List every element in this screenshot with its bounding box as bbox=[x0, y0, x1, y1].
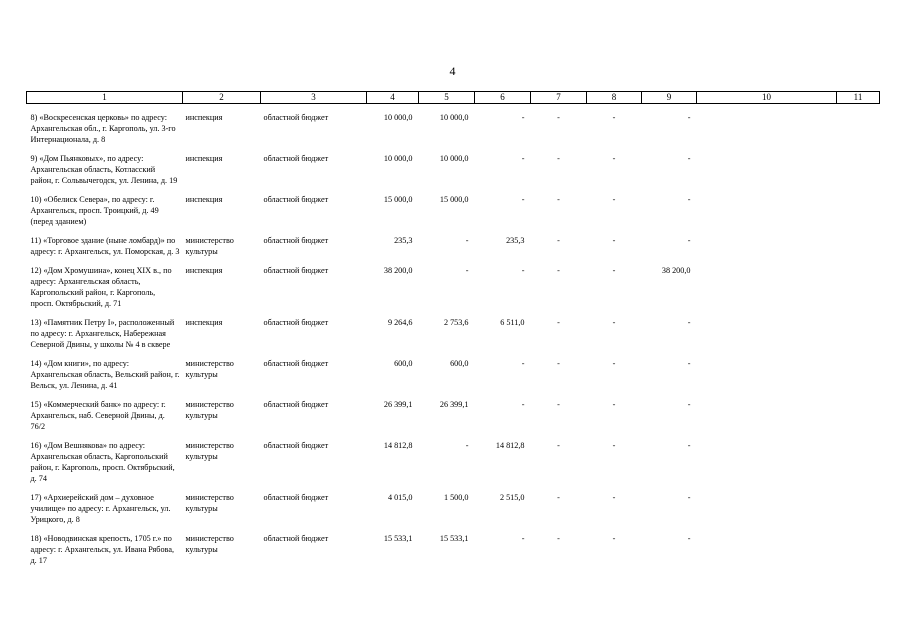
table-cell-c11 bbox=[837, 525, 880, 566]
table-cell-c10 bbox=[697, 227, 837, 257]
table-cell-c7: - bbox=[557, 113, 560, 122]
table-cell-c2: инспекция bbox=[185, 318, 223, 327]
table-cell-c1: 9) «Дом Пьянковых», по адресу: Архангельская область, Котласский район, г. Сольвычегодск, ул. Ленина, д. 19 bbox=[30, 154, 178, 185]
table-cell-c8: - bbox=[612, 236, 616, 245]
table-cell-c1: 10) «Обелиск Севера», по адресу: г. Архангельск, просп. Троицкий, д. 49 (перед зданием) bbox=[30, 195, 159, 226]
table-cell-c10 bbox=[697, 350, 837, 391]
table-cell-c8: - bbox=[612, 534, 616, 543]
table-cell-c5: - bbox=[465, 236, 469, 245]
table-cell-c1: 12) «Дом Хромушина», конец XIX в., по адресу: Архангельская область, Каргопольский район, г. Каргополь, просп. Октябрьский, д. 71 bbox=[30, 266, 172, 308]
table-cell-c6: - bbox=[521, 534, 525, 543]
table-cell-c11 bbox=[837, 391, 880, 432]
table-cell-c11 bbox=[837, 145, 880, 186]
table-row bbox=[27, 309, 880, 350]
table-cell-c10 bbox=[697, 432, 837, 484]
table-cell-c5: 10 000,0 bbox=[439, 113, 469, 122]
table-cell-c11 bbox=[837, 104, 880, 146]
table-cell-c8: - bbox=[612, 266, 616, 275]
table-cell-c1: 16) «Дом Вешнякова» по адресу: Архангельская область, Каргопольский район, г. Каргополь, просп. Октябрьский, д. 74 bbox=[30, 441, 175, 483]
table-cell-c11 bbox=[837, 227, 880, 257]
table-cell-c6: - bbox=[521, 400, 525, 409]
table-row bbox=[27, 391, 880, 432]
table-cell-c3: областной бюджет bbox=[263, 195, 329, 204]
table-cell-c9: - bbox=[687, 441, 691, 450]
column-header: 3 bbox=[261, 92, 367, 104]
table-cell-c4: 26 399,1 bbox=[383, 400, 413, 409]
table-cell-c8: - bbox=[612, 441, 616, 450]
table-cell-c2: министерство культуры bbox=[185, 359, 234, 379]
table-cell-c6: 235,3 bbox=[506, 236, 525, 245]
table-cell-c9: - bbox=[687, 113, 691, 122]
table-cell-c4: 9 264,6 bbox=[387, 318, 413, 327]
table-row bbox=[27, 432, 880, 484]
table-cell-c3: областной бюджет bbox=[263, 400, 329, 409]
table-cell-c5: 26 399,1 bbox=[439, 400, 469, 409]
column-header: 10 bbox=[697, 92, 837, 104]
table-cell-c8: - bbox=[612, 154, 616, 163]
table-row bbox=[27, 484, 880, 525]
table-cell-c8: - bbox=[612, 400, 616, 409]
table-cell-c4: 4 015,0 bbox=[387, 493, 413, 502]
table-cell-c5: - bbox=[465, 441, 469, 450]
table-cell-c1: 8) «Воскресенская церковь» по адресу: Архангельская обл., г. Каргополь, ул. 3-го Интернационала, д. 8 bbox=[30, 113, 176, 144]
table-cell-c6: - bbox=[521, 154, 525, 163]
table-cell-c8: - bbox=[612, 318, 616, 327]
table-row bbox=[27, 525, 880, 566]
table-cell-c8: - bbox=[612, 195, 616, 204]
table-cell-c11 bbox=[837, 257, 880, 309]
table-cell-c5: - bbox=[465, 266, 469, 275]
table-cell-c10 bbox=[697, 309, 837, 350]
table-cell-c4: 15 533,1 bbox=[383, 534, 413, 543]
table-cell-c4: 600,0 bbox=[394, 359, 413, 368]
column-header: 6 bbox=[475, 92, 531, 104]
table-cell-c3: областной бюджет bbox=[263, 534, 329, 543]
table-row bbox=[27, 350, 880, 391]
table-cell-c11 bbox=[837, 186, 880, 227]
table-cell-c10 bbox=[697, 257, 837, 309]
table-cell-c1: 15) «Коммерческий банк» по адресу: г. Архангельск, наб. Северной Двины, д. 76/2 bbox=[30, 400, 166, 431]
table-cell-c6: 6 511,0 bbox=[500, 318, 525, 327]
table-cell-c6: - bbox=[521, 195, 525, 204]
table-cell-c3: областной бюджет bbox=[263, 236, 329, 245]
table-cell-c11 bbox=[837, 484, 880, 525]
table-cell-c1: 11) «Торговое здание (ныне ломбард)» по адресу: г. Архангельск, ул. Поморская, д. 3 bbox=[30, 236, 180, 256]
budget-table bbox=[26, 91, 880, 566]
table-cell-c9: - bbox=[687, 400, 691, 409]
table-cell-c2: министерство культуры bbox=[185, 493, 234, 513]
table-cell-c8: - bbox=[612, 113, 616, 122]
table-cell-c9: 38 200,0 bbox=[661, 266, 691, 275]
table-cell-c2: инспекция bbox=[185, 113, 223, 122]
table-cell-c5: 2 753,6 bbox=[443, 318, 469, 327]
table-row bbox=[27, 145, 880, 186]
table-cell-c11 bbox=[837, 432, 880, 484]
column-header: 7 bbox=[531, 92, 587, 104]
table-cell-c5: 15 000,0 bbox=[439, 195, 469, 204]
table-cell-c10 bbox=[697, 525, 837, 566]
column-header: 2 bbox=[183, 92, 261, 104]
table-row bbox=[27, 257, 880, 309]
table-cell-c4: 235,3 bbox=[394, 236, 413, 245]
table-cell-c11 bbox=[837, 350, 880, 391]
table-cell-c6: - bbox=[521, 113, 525, 122]
table-cell-c3: областной бюджет bbox=[263, 266, 329, 275]
table-cell-c5: 600,0 bbox=[450, 359, 469, 368]
table-cell-c3: областной бюджет bbox=[263, 113, 329, 122]
table-cell-c6: 14 812,8 bbox=[495, 441, 525, 450]
table-cell-c7: - bbox=[557, 441, 560, 450]
page-number: 4 bbox=[449, 64, 456, 78]
table-cell-c3: областной бюджет bbox=[263, 441, 329, 450]
table-cell-c4: 10 000,0 bbox=[383, 113, 413, 122]
table-cell-c9: - bbox=[687, 318, 691, 327]
table-cell-c4: 38 200,0 bbox=[383, 266, 413, 275]
table-cell-c6: - bbox=[521, 266, 525, 275]
table-cell-c1: 18) «Новодвинская крепость, 1705 г.» по адресу: г. Архангельск, ул. Ивана Рябова, д. 17 bbox=[30, 534, 174, 565]
table-cell-c7: - bbox=[557, 493, 560, 502]
table-cell-c3: областной бюджет bbox=[263, 154, 329, 163]
column-header: 4 bbox=[367, 92, 419, 104]
table-cell-c1: 17) «Архиерейский дом – духовное училище» по адресу: г. Архангельск, ул. Урицкого, д. 8 bbox=[30, 493, 171, 524]
table-cell-c7: - bbox=[557, 400, 560, 409]
table-cell-c6: - bbox=[521, 359, 525, 368]
table-cell-c3: областной бюджет bbox=[263, 318, 329, 327]
table-cell-c2: инспекция bbox=[185, 266, 223, 275]
table-body bbox=[27, 104, 880, 567]
table-cell-c9: - bbox=[687, 154, 691, 163]
table-cell-c7: - bbox=[557, 359, 560, 368]
table-row bbox=[27, 227, 880, 257]
table-cell-c2: министерство культуры bbox=[185, 534, 234, 554]
table-cell-c10 bbox=[697, 391, 837, 432]
table-cell-c7: - bbox=[557, 318, 560, 327]
table-cell-c2: министерство культуры bbox=[185, 236, 234, 256]
table-cell-c7: - bbox=[557, 266, 560, 275]
table-cell-c2: инспекция bbox=[185, 154, 223, 163]
table-cell-c9: - bbox=[687, 359, 691, 368]
table-cell-c4: 10 000,0 bbox=[383, 154, 413, 163]
table-cell-c10 bbox=[697, 186, 837, 227]
column-header: 5 bbox=[419, 92, 475, 104]
table-cell-c6: 2 515,0 bbox=[499, 493, 525, 502]
table-cell-c11 bbox=[837, 309, 880, 350]
table-cell-c7: - bbox=[557, 534, 560, 543]
table-cell-c4: 15 000,0 bbox=[383, 195, 413, 204]
table-cell-c8: - bbox=[612, 359, 616, 368]
table-header-row bbox=[27, 92, 880, 104]
table-cell-c8: - bbox=[612, 493, 616, 502]
table-cell-c9: - bbox=[687, 236, 691, 245]
table-row bbox=[27, 104, 880, 146]
table-cell-c10 bbox=[697, 145, 837, 186]
table-cell-c9: - bbox=[687, 534, 691, 543]
table-cell-c2: министерство культуры bbox=[185, 400, 234, 420]
column-header: 8 bbox=[587, 92, 642, 104]
table-cell-c3: областной бюджет bbox=[263, 359, 329, 368]
table-cell-c3: областной бюджет bbox=[263, 493, 329, 502]
column-header: 9 bbox=[642, 92, 697, 104]
table-cell-c5: 10 000,0 bbox=[439, 154, 469, 163]
table-cell-c10 bbox=[697, 104, 837, 146]
table-cell-c7: - bbox=[557, 236, 560, 245]
table-cell-c9: - bbox=[687, 493, 691, 502]
table-cell-c2: инспекция bbox=[185, 195, 223, 204]
table-row bbox=[27, 186, 880, 227]
table-cell-c7: - bbox=[557, 154, 560, 163]
table-cell-c5: 15 533,1 bbox=[439, 534, 469, 543]
table-cell-c10 bbox=[697, 484, 837, 525]
table-cell-c9: - bbox=[687, 195, 691, 204]
table-cell-c7: - bbox=[557, 195, 560, 204]
table-cell-c1: 14) «Дом книги», по адресу: Архангельская область, Вельский район, г. Вельск, ул. Ленина, д. 41 bbox=[30, 359, 180, 390]
column-header: 11 bbox=[837, 92, 880, 104]
column-header: 1 bbox=[27, 92, 183, 104]
table-cell-c5: 1 500,0 bbox=[443, 493, 469, 502]
table-cell-c4: 14 812,8 bbox=[383, 441, 413, 450]
table-cell-c2: министерство культуры bbox=[185, 441, 234, 461]
table-cell-c1: 13) «Памятник Петру I», расположенный по адресу: г. Архангельск, Набережная Северной Двины, у школы № 4 в сквере bbox=[30, 318, 175, 349]
